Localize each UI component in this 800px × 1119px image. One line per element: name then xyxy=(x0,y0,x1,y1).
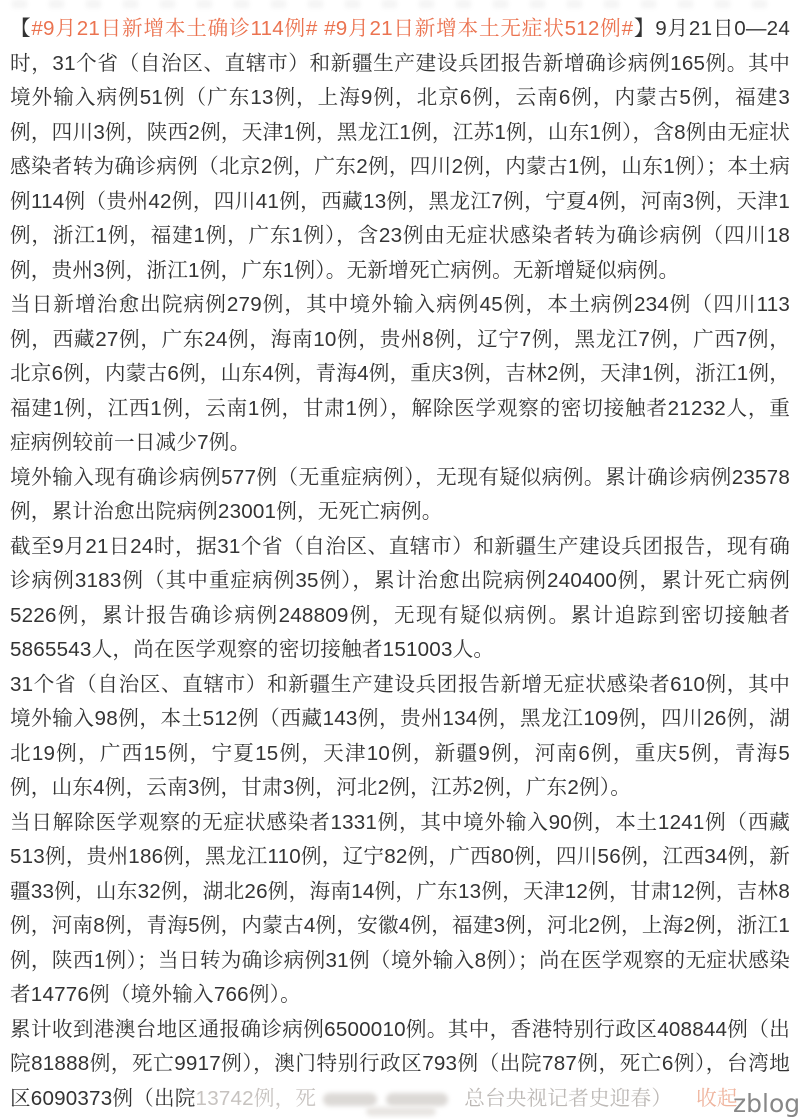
paragraph-new-confirmed xyxy=(10,12,790,288)
zblog-watermark: zblog xyxy=(733,1089,800,1118)
intro-text: 9月21日0—24时，31个省（自治区、直辖市）和新疆生产建设兵团报告新增确诊病例165例。其中境外输入病例51例（广东13例，上海9例，北京6例，云南6例，内蒙古5例，福建3例，四川3例，陕西2例，天津1例，黑龙江1例，江苏1例，山东1例），含8例由无症状感染者转为确诊病例（北京2例，广东2例，四川2例，内蒙古1例，山东1例）；本土病例114例（贵州42例，四川41例，西藏13例，黑龙江7例，宁夏4例，河南3例，天津1例，浙江1例，福建1例，广东1例），含23例由无症状感染者转为确诊病例（四川18例，贵州3例，浙江1例，广东1例）。无新增死亡病例。无新增疑似病例。 xyxy=(10,17,790,282)
blurred-text-smudge xyxy=(323,1093,377,1106)
blurred-text-smudge xyxy=(386,1093,448,1106)
hashtag-asymptomatic-link[interactable]: #9月21日新增本土无症状512例# xyxy=(324,17,634,40)
paragraph-hk-macao-taiwan xyxy=(10,1013,790,1117)
paragraph-cumulative-totals: 截至9月21日24时，据31个省（自治区、直辖市）和新疆生产建设兵团报告，现有确诊病例3183例（其中重症病例35例），累计治愈出院病例240400例，累计死亡病例5226例，累计报告确诊病例248809例，无现有疑似病例。累计追踪到密切接触者5865543人，尚在医学观察的密切接触者151003人。 xyxy=(10,534,790,661)
cropped-text-remnant xyxy=(12,0,788,8)
paragraph-asymptomatic-released: 当日解除医学观察的无症状感染者1331例，其中境外输入90例，本土1241例（西藏513例，贵州186例，黑龙江110例，辽宁82例，广西80例，四川56例，江西34例，新疆33例，山东32例，湖北26例，海南14例，广东13例，天津12例，甘肃12例，吉林8例，河南8例，青海5例，内蒙古4例，安徽4例，福建3例，河北2例，上海2例，浙江1例，陕西1例）；当日转为确诊病例31例（境外输入8例）；尚在医学观察的无症状感染者14776例（境外输入766例）。 xyxy=(10,810,790,1006)
paragraph-new-asymptomatic: 31个省（自治区、直辖市）和新疆生产建设兵团报告新增无症状感染者610例，其中境外输入98例，本土512例（西藏143例，贵州134例，黑龙江109例，四川26例，湖北19例，广西15例，宁夏15例，天津10例，新疆9例，河南6例，重庆5例，青海5例，山东4例，云南3例，甘肃3例，河北2例，江苏2例，广东2例）。 xyxy=(10,672,790,799)
reporter-attribution: 总台央视记者史迎春） xyxy=(464,1086,673,1110)
post-body xyxy=(0,8,800,1116)
bracket-open: 【 xyxy=(10,17,32,40)
hmt-main-text: 累计收到港澳台地区通报确诊病例6500010例。其中，香港特别行政区408844例（出院81888例，死亡9917例），澳门特别行政区793例（出院787例，死亡6例），台湾地区6090373例（出院 xyxy=(10,1017,790,1110)
blurred-remnant xyxy=(366,1107,436,1116)
bracket-close: 】 xyxy=(633,17,656,40)
hashtag-confirmed-link[interactable]: #9月21日新增本土确诊114例# xyxy=(31,17,318,40)
hmt-faded-text: 13742例，死 xyxy=(195,1086,317,1110)
collapse-link[interactable]: 收起 xyxy=(696,1086,738,1110)
paragraph-imported-current: 境外输入现有确诊病例577例（无重症病例），无现有疑似病例。累计确诊病例23578例，累计治愈出院病例23001例，无死亡病例。 xyxy=(10,465,790,523)
paragraph-recovered-discharged: 当日新增治愈出院病例279例，其中境外输入病例45例，本土病例234例（四川113例，西藏27例，广东24例，海南10例，贵州8例，辽宁7例，黑龙江7例，广西7例，北京6例，内蒙古6例，山东4例，青海4例，重庆3例，吉林2例，天津1例，浙江1例，福建1例，江西1例，云南1例，甘肃1例），解除医学观察的密切接触者21232人，重症病例较前一日减少7例。 xyxy=(10,293,790,454)
